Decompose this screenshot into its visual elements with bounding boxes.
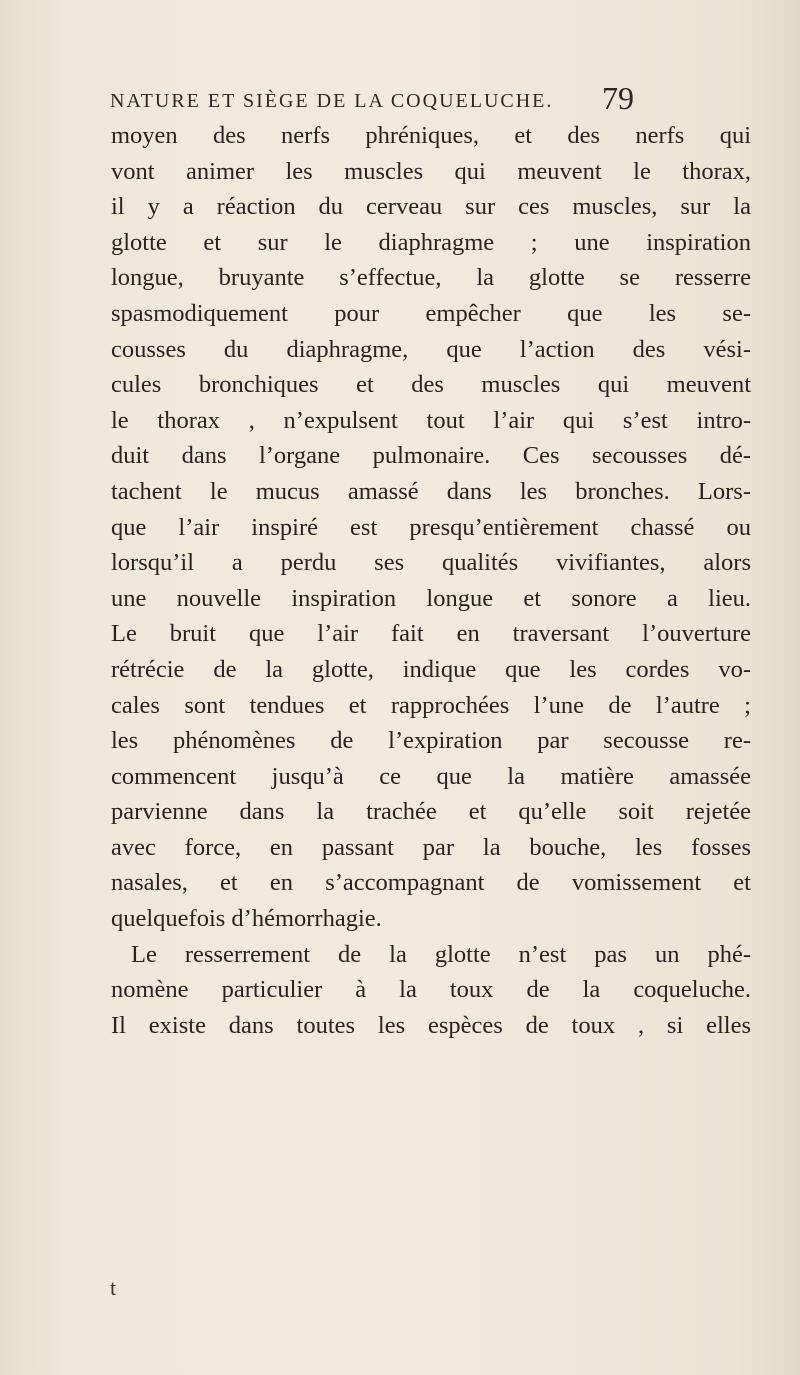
text-line: rétrécie de la glotte, indique que les cordes vo-: [111, 655, 751, 683]
text-line: vont animer les muscles qui meuvent le thorax,: [111, 157, 751, 185]
text-line: longue, bruyante s’effectue, la glotte se resserre: [111, 264, 751, 292]
text-line: glotte et sur le diaphragme ; une inspiration: [111, 228, 751, 256]
text-line: il y a réaction du cerveau sur ces muscles, sur la: [111, 193, 751, 221]
text-line: tachent le mucus amassé dans les bronches. Lors-: [111, 477, 751, 505]
paragraph-2: [111, 937, 751, 1044]
text-line: commencent jusqu’à ce que la matière amassée: [111, 762, 751, 790]
running-head: [0, 76, 800, 116]
text-line: parvienne dans la trachée et qu’elle soit rejetée: [111, 798, 751, 826]
body-text: [111, 118, 751, 1043]
text-line: quelquefois d’hémorrhagie.: [111, 905, 382, 933]
text-line: duit dans l’organe pulmonaire. Ces secousses dé-: [111, 442, 751, 470]
text-line: cules bronchiques et des muscles qui meuvent: [111, 371, 751, 399]
text-line: cales sont tendues et rapprochées l’une de l’autre ;: [111, 691, 751, 719]
running-title: NATURE ET SIÈGE DE LA COQUELUCHE.: [110, 90, 554, 112]
text-line: avec force, en passant par la bouche, les fosses: [111, 833, 751, 861]
text-line: cousses du diaphragme, que l’action des vési-: [111, 335, 751, 363]
text-line: lorsqu’il a perdu ses qualités vivifiantes, alors: [111, 549, 751, 577]
text-line: Le resserrement de la glotte n’est pas un phé-: [131, 940, 751, 968]
page-number: 79: [602, 80, 634, 116]
text-line: nomène particulier à la toux de la coqueluche.: [111, 976, 751, 1004]
paragraph-1: [111, 118, 751, 937]
text-line: Il existe dans toutes les espèces de toux , si elles: [111, 1011, 751, 1039]
stray-mark: t: [110, 1275, 117, 1300]
text-line: Le bruit que l’air fait en traversant l’ouverture: [111, 620, 751, 648]
text-line: une nouvelle inspiration longue et sonore a lieu.: [111, 584, 751, 612]
text-line: que l’air inspiré est presqu’entièrement chassé ou: [111, 513, 751, 541]
text-line: le thorax , n’expulsent tout l’air qui s’est intro-: [111, 406, 751, 434]
text-line: nasales, et en s’accompagnant de vomissement et: [111, 869, 751, 897]
text-line: les phénomènes de l’expiration par secousse re-: [111, 727, 751, 755]
text-line: spasmodiquement pour empêcher que les se-: [111, 299, 751, 327]
text-line: moyen des nerfs phréniques, et des nerfs qui: [111, 122, 751, 149]
